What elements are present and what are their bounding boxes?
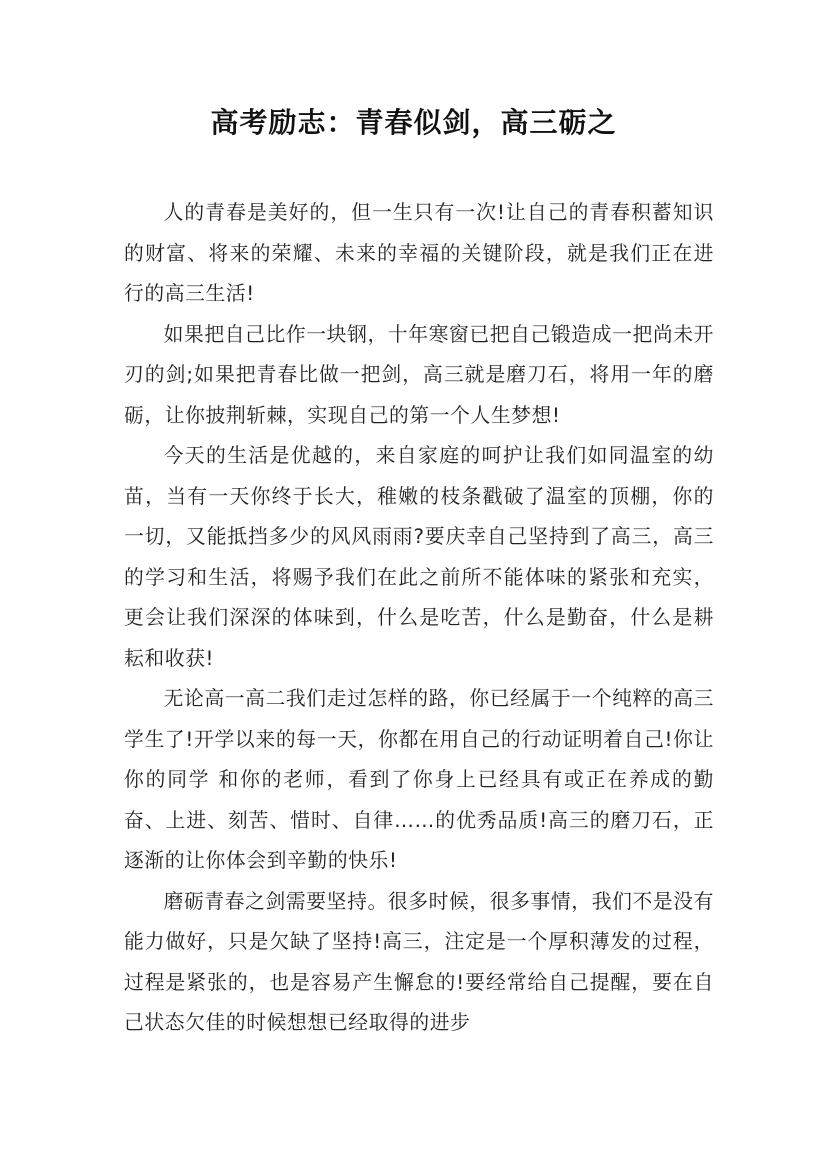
paragraph: 如果把自己比作一块钢，十年寒窗已把自己锻造成一把尚未开刃的剑;如果把青春比做一把剑，高三就是磨刀石，将用一年的磨砺，让你披荆斩棘，实现自己的第一个人生梦想! <box>124 322 714 427</box>
paragraph: 今天的生活是优越的，来自家庭的呵护让我们如同温室的幼苗，当有一天你终于长大，稚嫩的枝条戳破了温室的顶棚，你的一切，又能抵挡多少的风风雨雨?要庆幸自己坚持到了高三，高三的学习和生活，将赐予我们在此之前所不能体味的紧张和充实，更会让我们深深的体味到，什么是吃苦，什么是勤奋，什么是耕耘和收获! <box>124 444 714 670</box>
paragraph: 无论高一高二我们走过怎样的路，你已经属于一个纯粹的高三学生了!开学以来的每一天，你都在用自己的行动证明着自己!你让你的同学 和你的老师，看到了你身上已经具有或正在养成的勤奋、上进、刻苦、惜时、自律……的优秀品质!高三的磨刀石，正逐渐的让你体会到辛勤的快乐! <box>124 687 714 872</box>
document-body <box>124 193 714 1044</box>
paragraph: 人的青春是美好的，但一生只有一次!让自己的青春积蓄知识的财富、将来的荣耀、未来的幸福的关键阶段，就是我们正在进行的高三生活! <box>124 201 714 305</box>
paragraph: 磨砺青春之剑需要坚持。很多时候，很多事情，我们不是没有能力做好，只是欠缺了坚持!高三，注定是一个厚积薄发的过程，过程是紧张的，也是容易产生懈怠的!要经常给自己提醒，要在自己状态欠佳的时候想想已经取得的进步 <box>124 889 714 1034</box>
document-title: 高考励志：青春似剑，高三砺之 <box>210 106 617 139</box>
